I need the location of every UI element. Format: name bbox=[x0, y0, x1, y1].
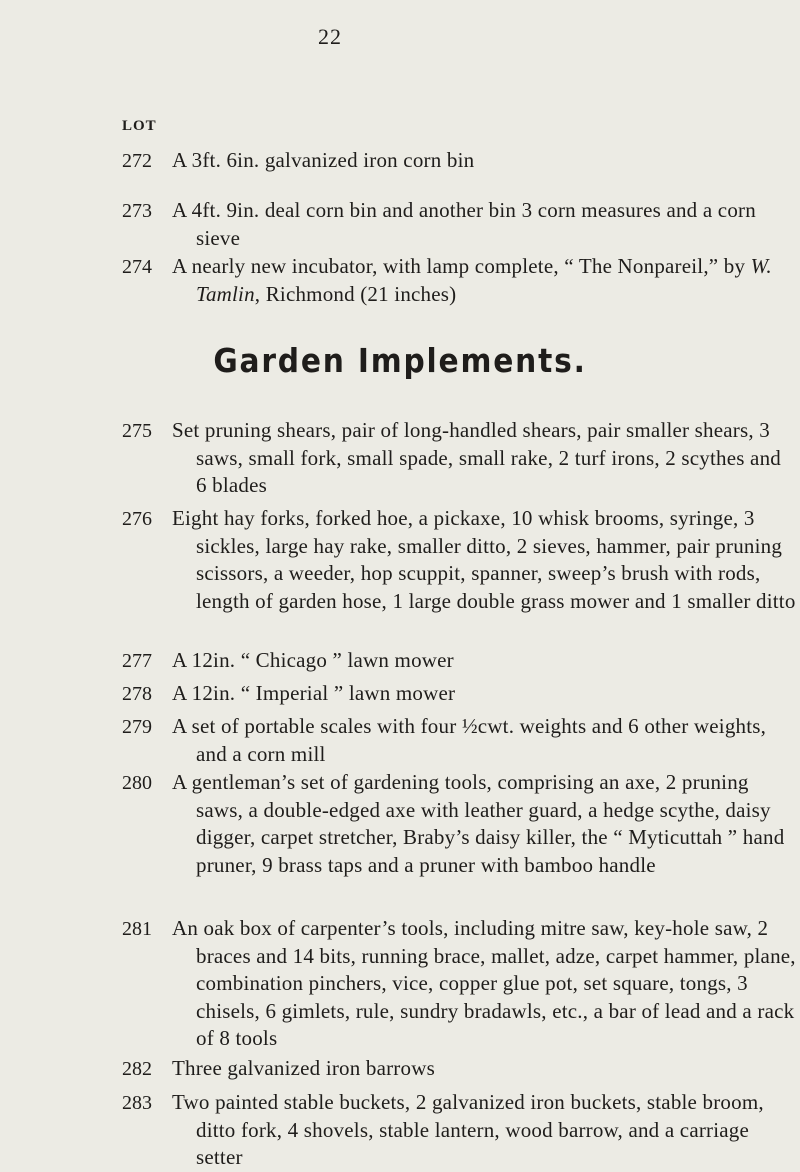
lot-description: A 12in. “ Chicago ” lawn mower bbox=[172, 648, 454, 672]
lot-number: 282 bbox=[122, 1058, 152, 1080]
lot-number: 273 bbox=[122, 200, 152, 222]
lot-number: 274 bbox=[122, 256, 152, 278]
lot-number: 280 bbox=[122, 772, 152, 794]
lot-number: 276 bbox=[122, 508, 152, 530]
lot-number: 275 bbox=[122, 420, 152, 442]
lot-description: A gentleman’s set of gardening tools, comprising an axe, 2 pruning saws, a double-edged axe with leather guard, a hedge scythe, daisy digger, carpet stretcher, Braby’s daisy killer, the “ Myticuttah ” hand pruner, 9 brass taps and a pruner with bamboo handle bbox=[172, 770, 785, 877]
lot-description-part: , Richmond (21 inches) bbox=[254, 281, 457, 306]
section-title: Garden Implements. bbox=[213, 341, 587, 380]
maker-name: W. Tamlin bbox=[196, 254, 772, 306]
lot-description: A set of portable scales with four ½cwt. weights and 6 other weights, and a corn mill bbox=[172, 714, 767, 766]
lot-number: 272 bbox=[122, 150, 152, 172]
lot-number: 283 bbox=[122, 1092, 152, 1114]
lot-description: Eight hay forks, forked hoe, a pickaxe, 10 whisk brooms, syringe, 3 sickles, large hay rake, smaller ditto, 2 sieves, hammer, pair pruning scissors, a weeder, hop scuppit, spanner, sweep’s brush with rods, length of garden hose, 1 large double grass mower and 1 smaller ditto bbox=[172, 506, 796, 613]
lot-description: Set pruning shears, pair of long-handled shears, pair smaller shears, 3 saws, small fork, small spade, small rake, 2 turf irons, 2 scythes and 6 blades bbox=[172, 418, 781, 497]
lot-description bbox=[172, 253, 796, 308]
lot-description: A 3ft. 6in. galvanized iron corn bin bbox=[172, 148, 475, 172]
lot-description: Three galvanized iron barrows bbox=[172, 1056, 435, 1080]
page-number: 22 bbox=[318, 24, 342, 49]
lot-description: A 4ft. 9in. deal corn bin and another bin 3 corn measures and a corn sieve bbox=[172, 198, 756, 250]
lot-number: 277 bbox=[122, 650, 152, 672]
lot-number: 279 bbox=[122, 716, 152, 738]
lot-number: 281 bbox=[122, 918, 152, 940]
lot-description: An oak box of carpenter’s tools, including mitre saw, key-hole saw, 2 braces and 14 bits, running brace, mallet, adze, carpet hammer, plane, combination pinchers, vice, copper glue pot, set square, tongs, 3 chisels, 6 gimlets, rule, sundry bradawls, etc., a bar of lead and a rack of 8 tools bbox=[172, 916, 796, 1050]
lot-number: 278 bbox=[122, 683, 152, 705]
lot-description: Two painted stable buckets, 2 galvanized iron buckets, stable broom, ditto fork, 4 shovels, stable lantern, wood barrow, and a carriage setter bbox=[172, 1090, 764, 1169]
lot-column-header: LOT bbox=[122, 118, 157, 134]
lot-description-part: A nearly new incubator, with lamp complete, “ The Nonpareil,” by bbox=[172, 254, 751, 278]
lot-description: A 12in. “ Imperial ” lawn mower bbox=[172, 681, 456, 705]
